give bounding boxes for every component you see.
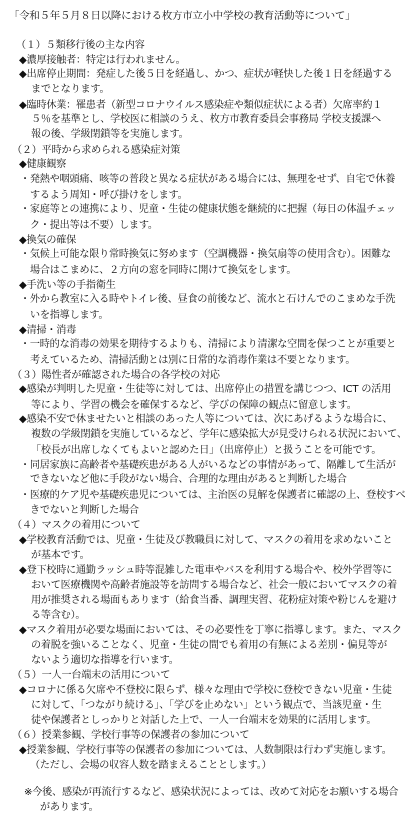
document-line: ◆感染が判明した児童・生徒等に対しては、出席停止の措置を講じつつ、ICT の活用: [19, 384, 392, 395]
document-line: 用が推奨される場面もあります（給食当番、調理実習、花粉症対策や粉じんを避け: [31, 595, 398, 606]
document-line: ・医療的ケア児や基礎疾患児については、主治医の見解を保護者に確認の上、登校すべ: [20, 490, 406, 501]
document-line: （１）５類移行後の主な内容: [16, 40, 145, 51]
document-line: ◆手洗い等の手指衛生: [19, 280, 116, 291]
document-line: ◆感染不安で休ませたいと相談のあった人等については、次にあげるような場合に、: [19, 414, 393, 425]
document-line: ・気候上可能な限り常時換気に努めます（空調機器・換気扇等の使用含む）。困難な: [20, 249, 391, 260]
document-line: ◆換気の確保: [19, 235, 77, 246]
document-line: の着脱を強いることなく、児童・生徒の間でも着用の有無による差別・偏見等が: [31, 640, 387, 651]
document-line: （３）陽性者が確認された場合の各学校の対応: [12, 370, 220, 381]
document-line: いを指導します。: [30, 310, 109, 321]
document-line: ◆臨時休業：罹患者（新型コロナウイルス感染症や類似症状による者）欠席率約１: [19, 100, 383, 111]
document-line: 考えているため、清掃活動とは別に日常的な消毒作業は不要となります。: [30, 355, 356, 366]
document-line: ◆学校教育活動では、児童・生徒及び教職員に対して、マスクの着用を求めないこと: [19, 535, 393, 546]
document-line: 報の後、学級閉鎖等を実施します。: [31, 129, 189, 140]
document-line: （４）マスクの着用について: [12, 520, 141, 531]
document-line: 等により、学習の機会を確保するなど、学びの保障の観点に留意します。: [31, 400, 357, 411]
document-line: ・家庭等との連携により、児童・生徒の健康状態を継続的に把握（毎日の体温チェッ: [20, 204, 396, 215]
document-line: ５％を基準とし、学校医に相談のうえ、枚方市教育委員会事務局 学校支援課へ: [31, 114, 381, 125]
document-line: ◆清掃・消毒: [19, 325, 77, 336]
document-line: ク・提出等は不要）します。: [30, 220, 158, 231]
document-line: （ただし、会場の収容人数を踏まえることとします。）: [30, 760, 272, 771]
document-line: に対して、「つながり続ける」、「学びを止めない」という観点で、当該児童・生: [31, 700, 382, 711]
document-line: ◆コロナに係る欠席や不登校に限らず、様々な理由で学校に登校できない児童・生徒: [19, 685, 392, 696]
document-line: するよう周知・呼び掛けをします。: [30, 190, 188, 201]
document-line: （５）一人一台端末の活用について: [12, 670, 171, 681]
document-line: ◆授業参観、学校行事等の保護者の参加については、人数制限は行わず実施します。: [19, 745, 392, 756]
document-line: ・外から教室に入る時やトイレ後、昼食の前後など、流水と石けんでのこまめな手洗: [20, 294, 396, 305]
document-line: 場合はこまめに、２方向の窓を同時に開けて換気をします。: [30, 265, 297, 276]
document-line: ◆濃厚接触者：特定は行われません。: [19, 55, 186, 66]
document-line: おいて医療機関や高齢者施設等を訪問する場合など、社会一般においてマスクの着: [31, 580, 398, 591]
document-line: ・一時的な消毒の効果を期待するよりも、清掃により清潔な空間を保つことが重要と: [20, 339, 396, 350]
document-line: る等含む）。: [31, 610, 86, 621]
document-line: が基本です。: [31, 550, 90, 561]
document-line: ないよう適切な指導を行います。: [31, 655, 179, 666]
document-line: があります。: [40, 802, 99, 813]
document-title: 「令和５年５月８日以降における枚方市立小中学校の教育活動等について」: [9, 10, 356, 22]
document-line: ◆マスク着用が必要な場面においては、その必要性を丁寧に指導します。また、マスク: [19, 625, 402, 636]
document-line: できないなど他に手段がない場合、合理的な理由があると判断した場合: [30, 474, 347, 485]
document-line: 複数の学級閉鎖を実施しているなど、学年に感染拡大が見受けられる状況において、: [31, 429, 407, 440]
document-line: きでないと判断した場合: [30, 505, 139, 516]
document-line: （２）平時から求められる感染症対策: [12, 145, 181, 156]
document-line: ※今後、感染が再流行するなど、感染状況によっては、改めて対応をお願いする場合: [24, 787, 399, 798]
document-line: ◆健康観察: [19, 159, 67, 170]
document-line: 徒や保護者としっかりと対話した上で、一人一台端末を効果的に活用します。: [31, 715, 377, 726]
document-line: ・同居家族に高齢者や基礎疾患がある人がいるなどの事情があって、隔離して生活が: [20, 460, 396, 471]
document-line: までとなります。: [31, 84, 110, 95]
document-line: ◆登下校時に通勤ラッシュ時等混雑した電車やバスを利用する場合や、校外学習等に: [19, 565, 393, 576]
document-line: ◆出席停止期間：発症した後５日を経過し、かつ、症状が軽快した後１日を経過する: [19, 69, 393, 80]
document-line: 「校長が出席しなくてもよいと認めた日」（出席停止）と扱うことを可能です。: [31, 445, 382, 456]
document-line: ・発熱や咽頭痛、咳等の普段と異なる症状がある場合には、無理をせず、自宅で休養: [20, 174, 396, 185]
document-line: （６）授業参観、学校行事等の保護者の参加について: [12, 730, 250, 741]
